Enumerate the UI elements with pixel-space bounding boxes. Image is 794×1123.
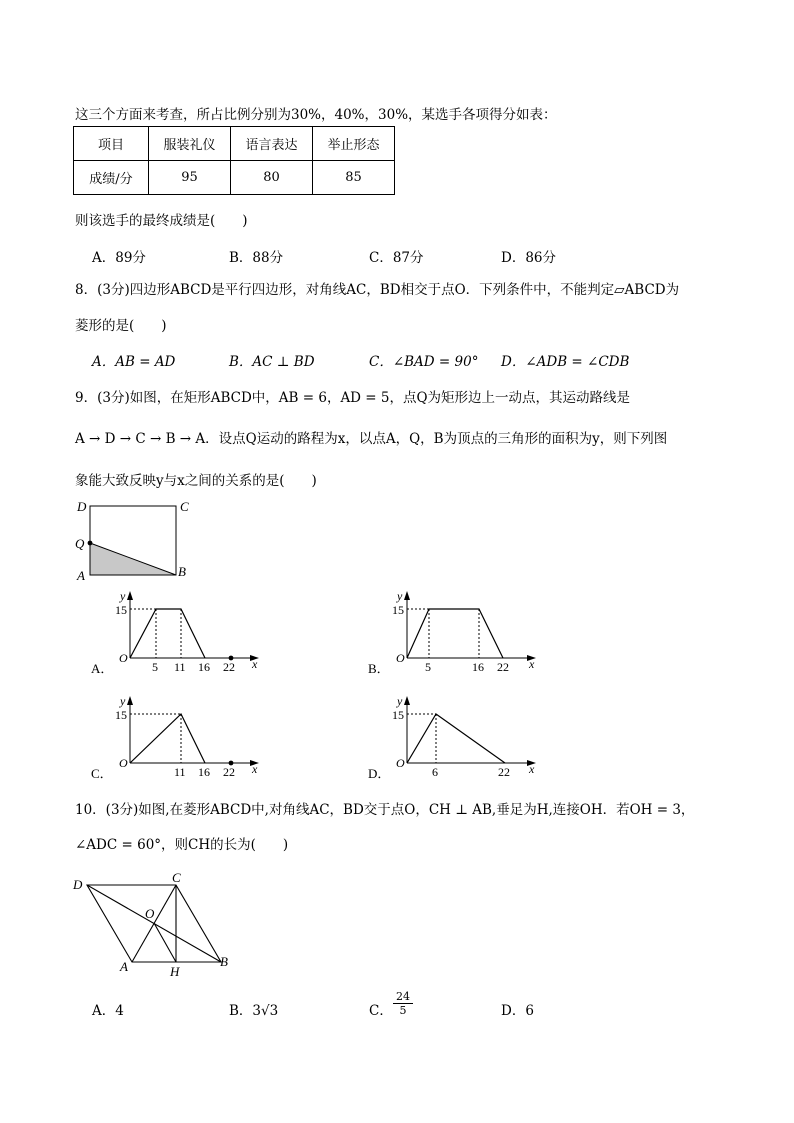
q7-option-b: B．88分 bbox=[229, 250, 284, 266]
label-d: D bbox=[73, 877, 83, 892]
x-tick: 16 bbox=[472, 660, 484, 674]
q10-option-c: C． bbox=[369, 1003, 393, 1019]
label-a: A bbox=[120, 959, 128, 974]
graph-option-d bbox=[367, 690, 547, 785]
graph-line bbox=[407, 609, 503, 658]
graph-line bbox=[130, 714, 205, 763]
q7-option-c: C．87分 bbox=[369, 250, 424, 266]
score-table bbox=[73, 126, 395, 195]
q7-option-d: D．86分 bbox=[501, 250, 557, 266]
y-tick-15: 15 bbox=[115, 708, 127, 722]
origin-label: O bbox=[119, 756, 128, 770]
x-axis-label: x bbox=[529, 657, 535, 671]
y-axis-arrow bbox=[404, 591, 410, 600]
x-tick: 11 bbox=[174, 765, 186, 779]
x-axis-label: x bbox=[529, 762, 535, 776]
q10-option-c-fraction bbox=[393, 990, 413, 1017]
q10-option-d: D．6 bbox=[501, 1003, 534, 1019]
table-header-cell: 服装礼仪 bbox=[149, 127, 231, 161]
q10-option-b: B．3√3 bbox=[229, 1003, 279, 1019]
q8-line1: 8．(3分)四边形ABCD是平行四边形，对角线AC，BD相交于点O．下列条件中，不能判定▱ABCD为 bbox=[75, 282, 680, 298]
graph-option-c bbox=[90, 690, 270, 785]
x-tick: 16 bbox=[198, 765, 210, 779]
x-tick: 5 bbox=[152, 660, 158, 674]
q9-line2: A → D → C → B → A．设点Q运动的路程为x，以点A，Q，B为顶点的三角形的面积为y，则下列图 bbox=[75, 431, 668, 447]
graph-option-b bbox=[367, 585, 547, 680]
q9-line3: 象能大致反映y与x之间的关系的是( ) bbox=[75, 473, 317, 489]
q8-option-a: A．AB = AD bbox=[92, 354, 176, 370]
graph-option-a bbox=[90, 585, 270, 680]
y-axis-label: y bbox=[397, 694, 403, 708]
graph-line bbox=[130, 609, 205, 658]
intro-line: 这三个方面来考查，所占比例分别为30%，40%，30%，某选手各项得分如表： bbox=[75, 107, 557, 123]
label-c: C bbox=[172, 870, 181, 885]
label-c: C bbox=[180, 499, 189, 514]
x-tick: 11 bbox=[174, 660, 186, 674]
q10-line1: 10．(3分)如图,在菱形ABCD中,对角线AC，BD交于点O，CH ⊥ AB,垂足为H,连接OH．若OH = 3， bbox=[75, 802, 695, 818]
shaded-triangle-aqb bbox=[90, 543, 176, 575]
q7-question: 则该选手的最终成绩是( ) bbox=[75, 213, 248, 229]
x-tick: 22 bbox=[223, 660, 235, 674]
label-q: Q bbox=[75, 536, 85, 551]
table-header-cell: 语言表达 bbox=[231, 127, 313, 161]
y-axis-label: y bbox=[120, 589, 126, 603]
label-b: B bbox=[178, 564, 186, 579]
x-tick: 6 bbox=[432, 765, 438, 779]
segment-oh bbox=[154, 923, 176, 962]
y-tick-15: 15 bbox=[115, 603, 127, 617]
label-o: O bbox=[145, 906, 155, 921]
label-b: B bbox=[220, 954, 228, 969]
y-axis-arrow bbox=[127, 591, 133, 600]
y-axis-arrow bbox=[404, 696, 410, 705]
q8-option-c: C．∠BAD = 90° bbox=[369, 354, 479, 370]
x-tick: 22 bbox=[497, 660, 509, 674]
table-cell: 85 bbox=[313, 161, 395, 195]
x-tick: 22 bbox=[223, 765, 235, 779]
x-tick: 22 bbox=[498, 765, 510, 779]
table-cell: 95 bbox=[149, 161, 231, 195]
q9-rectangle-figure bbox=[70, 495, 200, 585]
q9-line1: 9．(3分)如图，在矩形ABCD中，AB = 6，AD = 5，点Q为矩形边上一动点，其运动路线是 bbox=[75, 390, 631, 406]
table-row bbox=[74, 161, 395, 195]
label-h: H bbox=[170, 964, 180, 979]
x-axis-label: x bbox=[252, 762, 258, 776]
table-header-cell: 举止形态 bbox=[313, 127, 395, 161]
q10-option-a: A．4 bbox=[92, 1003, 124, 1019]
x-axis-label: x bbox=[252, 657, 258, 671]
fraction-denominator: 5 bbox=[399, 1004, 407, 1017]
q8-option-b: B．AC ⊥ BD bbox=[229, 354, 315, 370]
y-tick-15: 15 bbox=[392, 603, 404, 617]
table-header-cell: 项目 bbox=[74, 127, 149, 161]
x-tick: 16 bbox=[198, 660, 210, 674]
origin-label: O bbox=[396, 651, 405, 665]
y-tick-15: 15 bbox=[392, 708, 404, 722]
q7-option-a: A．89分 bbox=[92, 250, 146, 266]
origin-label: O bbox=[119, 651, 128, 665]
table-cell: 80 bbox=[231, 161, 313, 195]
q8-option-d: D．∠ADB = ∠CDB bbox=[501, 354, 630, 370]
table-row bbox=[74, 127, 395, 161]
label-d: D bbox=[77, 499, 87, 514]
point-q bbox=[88, 541, 93, 546]
x-tick: 5 bbox=[425, 660, 431, 674]
graph-line bbox=[407, 714, 505, 763]
origin-label: O bbox=[396, 756, 405, 770]
fraction-numerator: 24 bbox=[393, 990, 413, 1004]
table-cell: 成绩/分 bbox=[74, 161, 149, 195]
q10-line2: ∠ADC = 60°，则CH的长为( ) bbox=[75, 837, 289, 853]
y-axis-label: y bbox=[120, 694, 126, 708]
graph-d-option-label: D． bbox=[368, 766, 391, 781]
y-axis-arrow bbox=[127, 696, 133, 705]
graph-a-option-label: A． bbox=[91, 661, 114, 676]
label-a: A bbox=[77, 568, 85, 583]
q10-rhombus-figure bbox=[70, 868, 240, 980]
y-axis-label: y bbox=[397, 589, 403, 603]
q8-line2: 菱形的是( ) bbox=[75, 318, 167, 334]
graph-b-option-label: B． bbox=[368, 661, 390, 676]
graph-c-option-label: C． bbox=[91, 766, 113, 781]
